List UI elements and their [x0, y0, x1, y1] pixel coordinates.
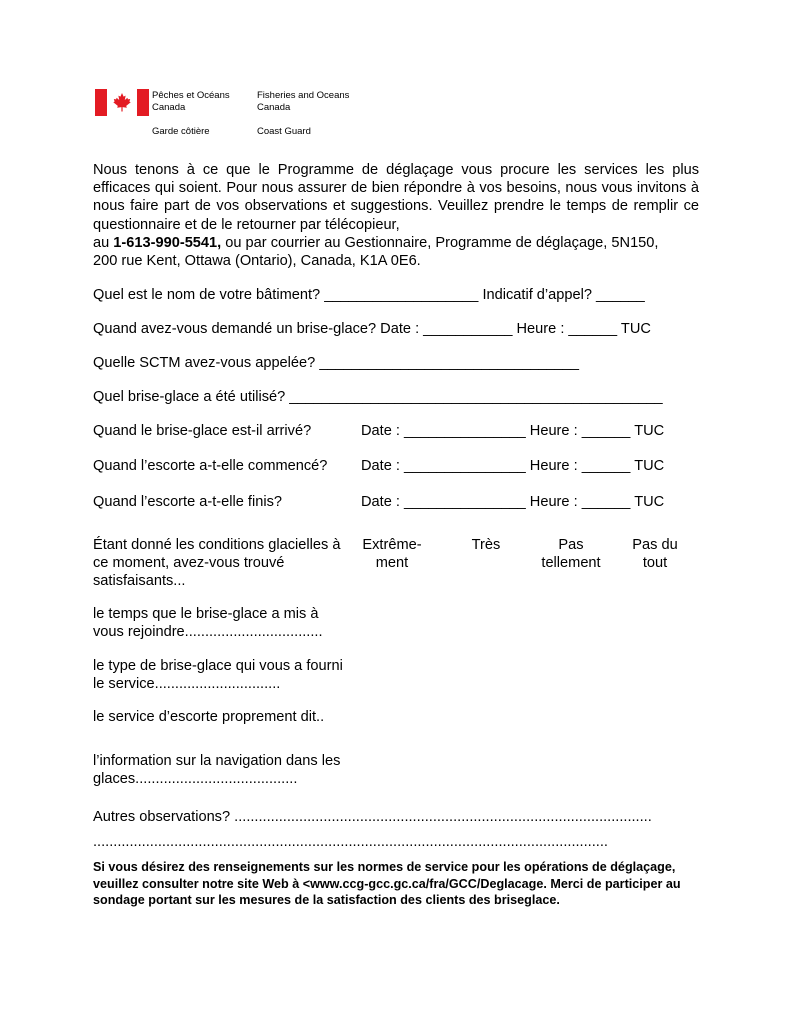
rating-item-ice-information: l’information sur la navigation dans les glaces........................................ [93, 753, 341, 787]
scale-pas-tellement-line1: Pas [558, 537, 584, 553]
observations-field[interactable]: Autres observations? ....................................................................................................... [93, 809, 652, 825]
scale-extremement-line1: Extrême- [362, 537, 422, 553]
scale-tres[interactable] [456, 536, 516, 554]
agency-name-en: Coast Guard [257, 126, 311, 137]
scale-pas-tellement[interactable] [526, 536, 616, 572]
scale-extremement[interactable] [350, 536, 434, 572]
rating-item-icebreaker-type: le type de brise-glace qui vous a fourni le service............................... [93, 658, 343, 692]
rating-item-escort-service: le service d’escorte proprement dit.. [93, 709, 325, 725]
fax-suffix: ou par courrier au Gestionnaire, Programme de déglaçage, 5N150, [221, 234, 659, 251]
fax-prefix: au [93, 234, 114, 251]
org-name-en [257, 90, 349, 113]
scale-pas-du-tout[interactable] [619, 536, 691, 572]
intro-fax-line [93, 234, 699, 252]
arrived-date-field[interactable]: Date : _______________ Heure : ______ TUC [361, 423, 665, 439]
org-name-fr [152, 90, 230, 113]
question-building[interactable]: Quel est le nom de votre bâtiment? ___________________ Indicatif d’appel? ______ [93, 287, 645, 303]
rating-item-delay: le temps que le brise-glace a mis à vous rejoindre.................................. [93, 606, 323, 640]
question-escort-start-label: Quand l’escorte a-t-elle commencé? [93, 458, 328, 474]
scale-tres-line1: Très [471, 537, 501, 553]
canada-flag-icon [95, 89, 149, 116]
intro-paragraph: Nous tenons à ce que le Programme de déglaçage vous procure les services les plus efficaces qui soient. Pour nous assurer de bien répondre à vos besoins, nous vous invitons à nous faire part de vos observations et suggestions. Veuillez prendre le temps de remplir ce questionnaire et de le retourner par télécopieur, [93, 162, 699, 233]
intro-address: 200 rue Kent, Ottawa (Ontario), Canada, K1A 0E6. [93, 253, 421, 270]
intro-block [93, 161, 699, 270]
org-name-en-line2: Canada [257, 101, 291, 113]
scale-pas-tellement-line2: tellement [541, 555, 601, 571]
escort-end-date-field[interactable]: Date : _______________ Heure : ______ TUC [361, 494, 665, 510]
scale-pas-du-tout-line2: tout [642, 555, 668, 571]
scale-extremement-line2: ment [375, 555, 409, 571]
rating-prompt: Étant donné les conditions glacielles à ce moment, avez-vous trouvé satisfaisants... [93, 537, 341, 589]
question-mcts[interactable]: Quelle SCTM avez-vous appelée? ________________________________ [93, 355, 580, 371]
fax-number: 1-613-990-5541, [113, 234, 222, 251]
observations-line-2[interactable]: ............................................................................................................................... [93, 834, 608, 850]
question-icebreaker[interactable]: Quel brise-glace a été utilisé? ______________________________________________ [93, 389, 663, 405]
question-escort-end-label: Quand l’escorte a-t-elle finis? [93, 494, 282, 510]
scale-pas-du-tout-line1: Pas du [632, 537, 678, 553]
org-name-fr-line2: Canada [152, 101, 186, 113]
question-arrived-label: Quand le brise-glace est-il arrivé? [93, 423, 312, 439]
footer-note: Si vous désirez des renseignements sur les normes de service pour les opérations de déglaçage, veuillez consulter notre site Web à <www.ccg-gcc.gc.ca/fra/GCC/Deglacage. Merci de participer au sondage portant sur les mesures de la satisfaction des clients des briseglace. [93, 860, 681, 908]
agency-name-fr: Garde côtière [152, 126, 210, 137]
question-requested[interactable]: Quand avez-vous demandé un brise-glace? Date : ___________ Heure : ______ TUC [93, 321, 651, 337]
org-name-fr-line1: Pêches et Océans [152, 90, 230, 101]
org-name-en-line1: Fisheries and Oceans [257, 90, 350, 101]
escort-start-date-field[interactable]: Date : _______________ Heure : ______ TUC [361, 458, 665, 474]
